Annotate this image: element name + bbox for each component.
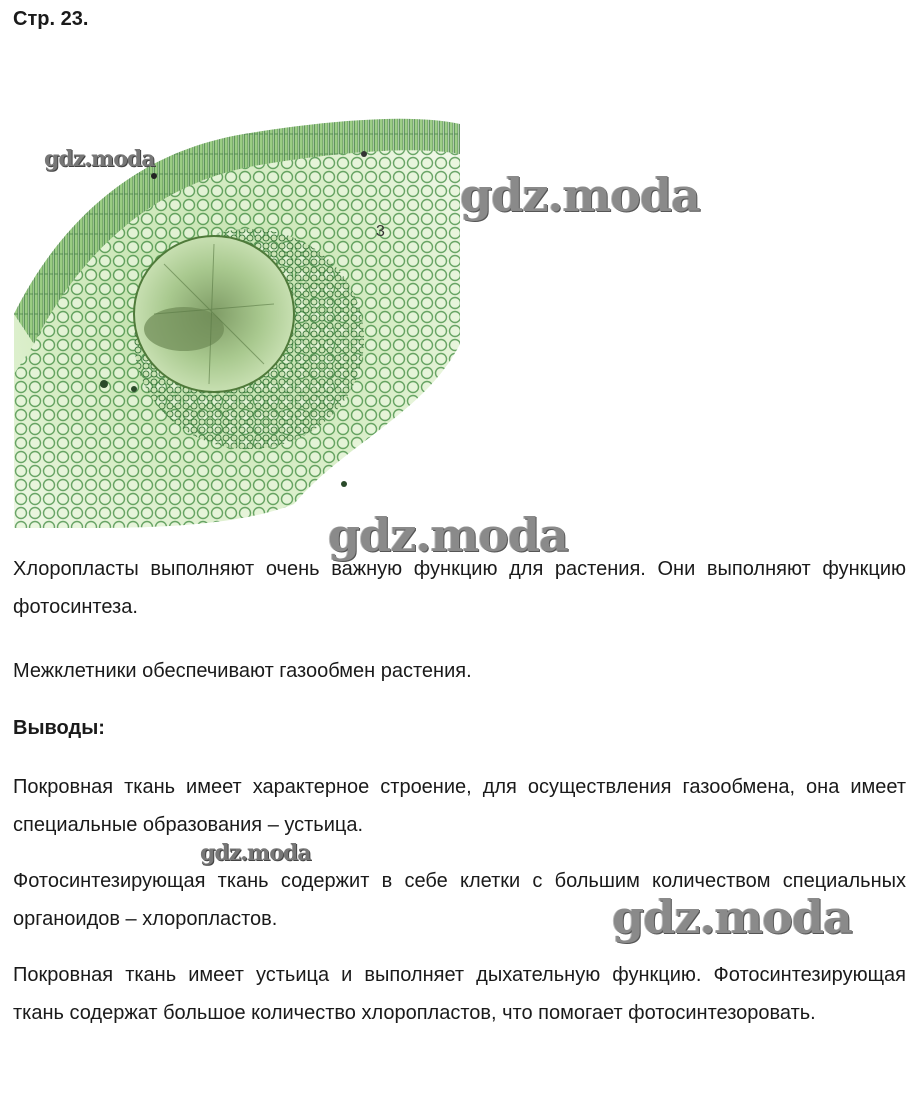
leaf-micrograph-svg <box>14 114 460 528</box>
watermark-2: gdz.moda <box>460 168 700 222</box>
page-heading: Стр. 23. <box>13 8 89 30</box>
watermark-5: gdz.moda <box>612 890 852 944</box>
conclusions-heading: Выводы: <box>13 717 105 739</box>
paragraph-summary: Покровная ткань имеет устьица и выполняет дыхательную функцию. Фотосинтезирующая ткань содержат большое количество хлоропластов, что помогает фотосинтезоровать. <box>13 964 906 1024</box>
paragraph-intercellular: Межклетники обеспечивают газообмен растения. <box>13 660 472 682</box>
paragraph-chloroplasts: Хлоропласты выполняют очень важную функцию для растения. Они выполняют функцию фотосинтеза. <box>13 558 906 618</box>
watermark-1: gdz.moda <box>44 146 155 172</box>
figure-label: 3 <box>376 223 385 240</box>
watermark-4: gdz.moda <box>200 840 311 866</box>
paragraph-photosynthetic-tissue: Фотосинтезирующая ткань содержит в себе клетки с большим количеством специальных органоидов – хлоропластов. <box>13 870 906 930</box>
watermark-3: gdz.moda <box>328 508 568 562</box>
paragraph-covering-tissue: Покровная ткань имеет характерное строение, для осуществления газообмена, она имеет специальные образования – устьица. <box>13 776 906 836</box>
leaf-cross-section-image <box>14 114 460 528</box>
